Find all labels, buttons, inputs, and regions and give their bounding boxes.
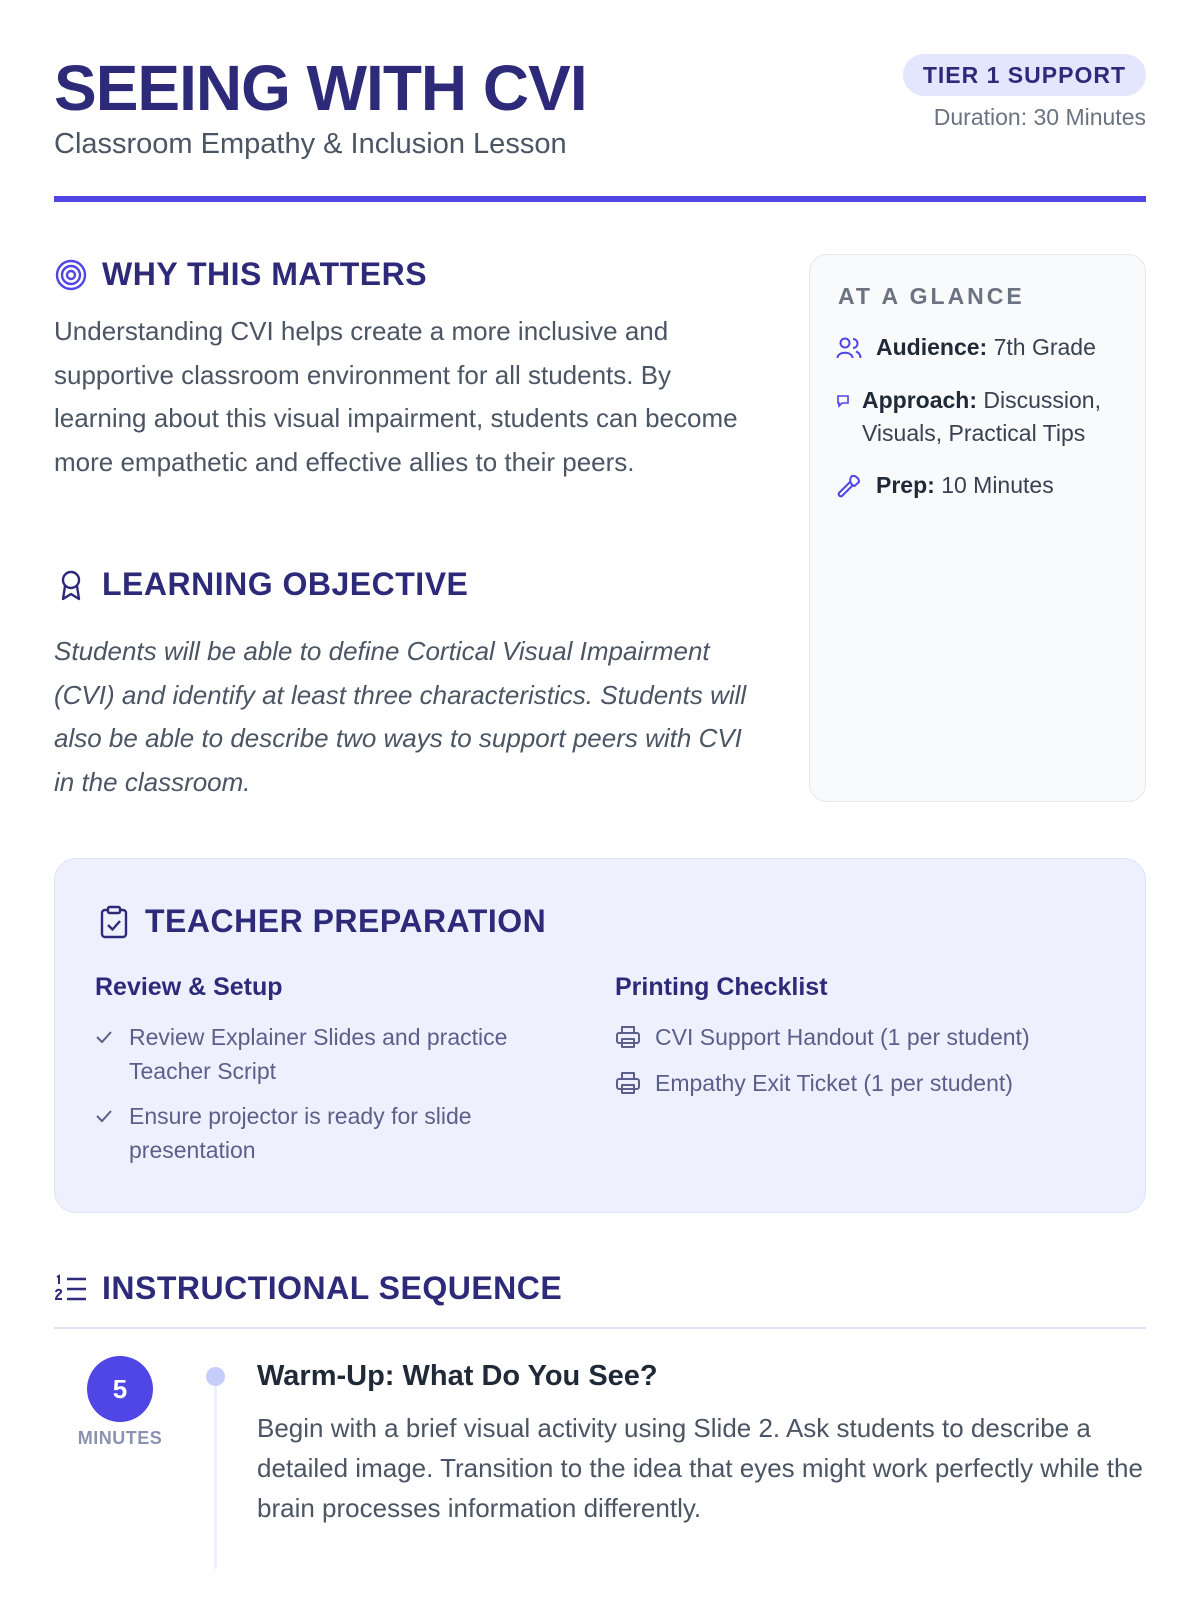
printer-icon xyxy=(615,1020,655,1054)
header-divider xyxy=(54,196,1146,202)
prep-heading xyxy=(97,903,546,940)
award-icon xyxy=(54,568,88,602)
printing-item-text: CVI Support Handout (1 per student) xyxy=(655,1024,1030,1050)
glance-audience-value: 7th Grade xyxy=(993,334,1096,360)
clipboard-check-icon xyxy=(97,905,131,939)
glance-prep-value: 10 Minutes xyxy=(941,472,1054,498)
objective-text: Students will be able to define Cortical Visual Impairment (CVI) and identify at least three characteristics. Students will also be able to describe two ways to support peers with CVI in the classroom. xyxy=(54,636,747,797)
review-item xyxy=(95,1099,545,1167)
step-minutes-label: MINUTES xyxy=(77,1428,163,1448)
printer-icon xyxy=(615,1066,655,1100)
printing-item xyxy=(615,1066,1115,1100)
why-heading xyxy=(54,256,427,293)
page-title: SEEING WITH CVI xyxy=(54,52,587,124)
lesson-page xyxy=(54,0,1146,1600)
glance-item-approach xyxy=(836,384,1136,450)
duration-text: Duration: 30 Minutes xyxy=(933,104,1146,130)
check-icon xyxy=(95,1020,129,1054)
sequence-divider xyxy=(54,1327,1146,1329)
glance-item-audience xyxy=(836,331,1096,364)
tier-badge: TIER 1 SUPPORT xyxy=(903,54,1146,96)
review-item-text: Review Explainer Slides and practice Teacher Script xyxy=(129,1024,508,1084)
page-subtitle: Classroom Empathy & Inclusion Lesson xyxy=(54,128,567,160)
at-a-glance-card xyxy=(809,254,1146,802)
objective-heading xyxy=(54,566,468,603)
printing-checklist-title: Printing Checklist xyxy=(615,973,828,1001)
glance-approach-value: Discussion, Visuals, Practical Tips xyxy=(862,387,1101,446)
review-setup-title: Review & Setup xyxy=(95,973,283,1001)
review-item xyxy=(95,1020,545,1088)
glance-audience-label: Audience: xyxy=(876,334,988,360)
target-icon xyxy=(54,258,88,292)
glance-prep-label: Prep: xyxy=(876,472,935,498)
wrench-icon xyxy=(836,469,864,502)
printing-item xyxy=(615,1020,1115,1054)
numbered-list-icon xyxy=(54,1272,88,1306)
step-description: Begin with a brief visual activity using Slide 2. Ask students to describe a detailed image. Transition to the idea that eyes might work perfectly while the brain processes information differently. xyxy=(257,1413,1143,1523)
step-title: Warm-Up: What Do You See? xyxy=(257,1360,658,1392)
sequence-heading xyxy=(54,1270,562,1307)
step-minutes-badge: 5 xyxy=(87,1356,153,1422)
check-icon xyxy=(95,1099,129,1133)
review-item-text: Ensure projector is ready for slide presentation xyxy=(129,1103,472,1163)
lesson-header xyxy=(54,52,1146,202)
sequence-heading-label: INSTRUCTIONAL SEQUENCE xyxy=(102,1270,563,1306)
teacher-preparation-panel xyxy=(54,858,1146,1213)
glance-item-prep xyxy=(836,469,1054,502)
objective-heading-label: LEARNING OBJECTIVE xyxy=(102,566,469,602)
printing-item-text: Empathy Exit Ticket (1 per student) xyxy=(655,1070,1013,1096)
why-text: Understanding CVI helps create a more inclusive and supportive classroom environment for all students. By learning about this visual impairment, students can become more empathetic and effective allies to their peers. xyxy=(54,316,738,477)
why-heading-label: WHY THIS MATTERS xyxy=(102,256,428,292)
timeline-dot xyxy=(206,1367,225,1386)
timeline-line xyxy=(214,1374,217,1569)
glance-title: AT A GLANCE xyxy=(838,283,1025,309)
prep-heading-label: TEACHER PREPARATION xyxy=(145,903,547,939)
glance-approach-label: Approach: xyxy=(862,387,977,413)
chat-bubble-icon xyxy=(836,384,850,417)
users-icon xyxy=(836,331,864,364)
